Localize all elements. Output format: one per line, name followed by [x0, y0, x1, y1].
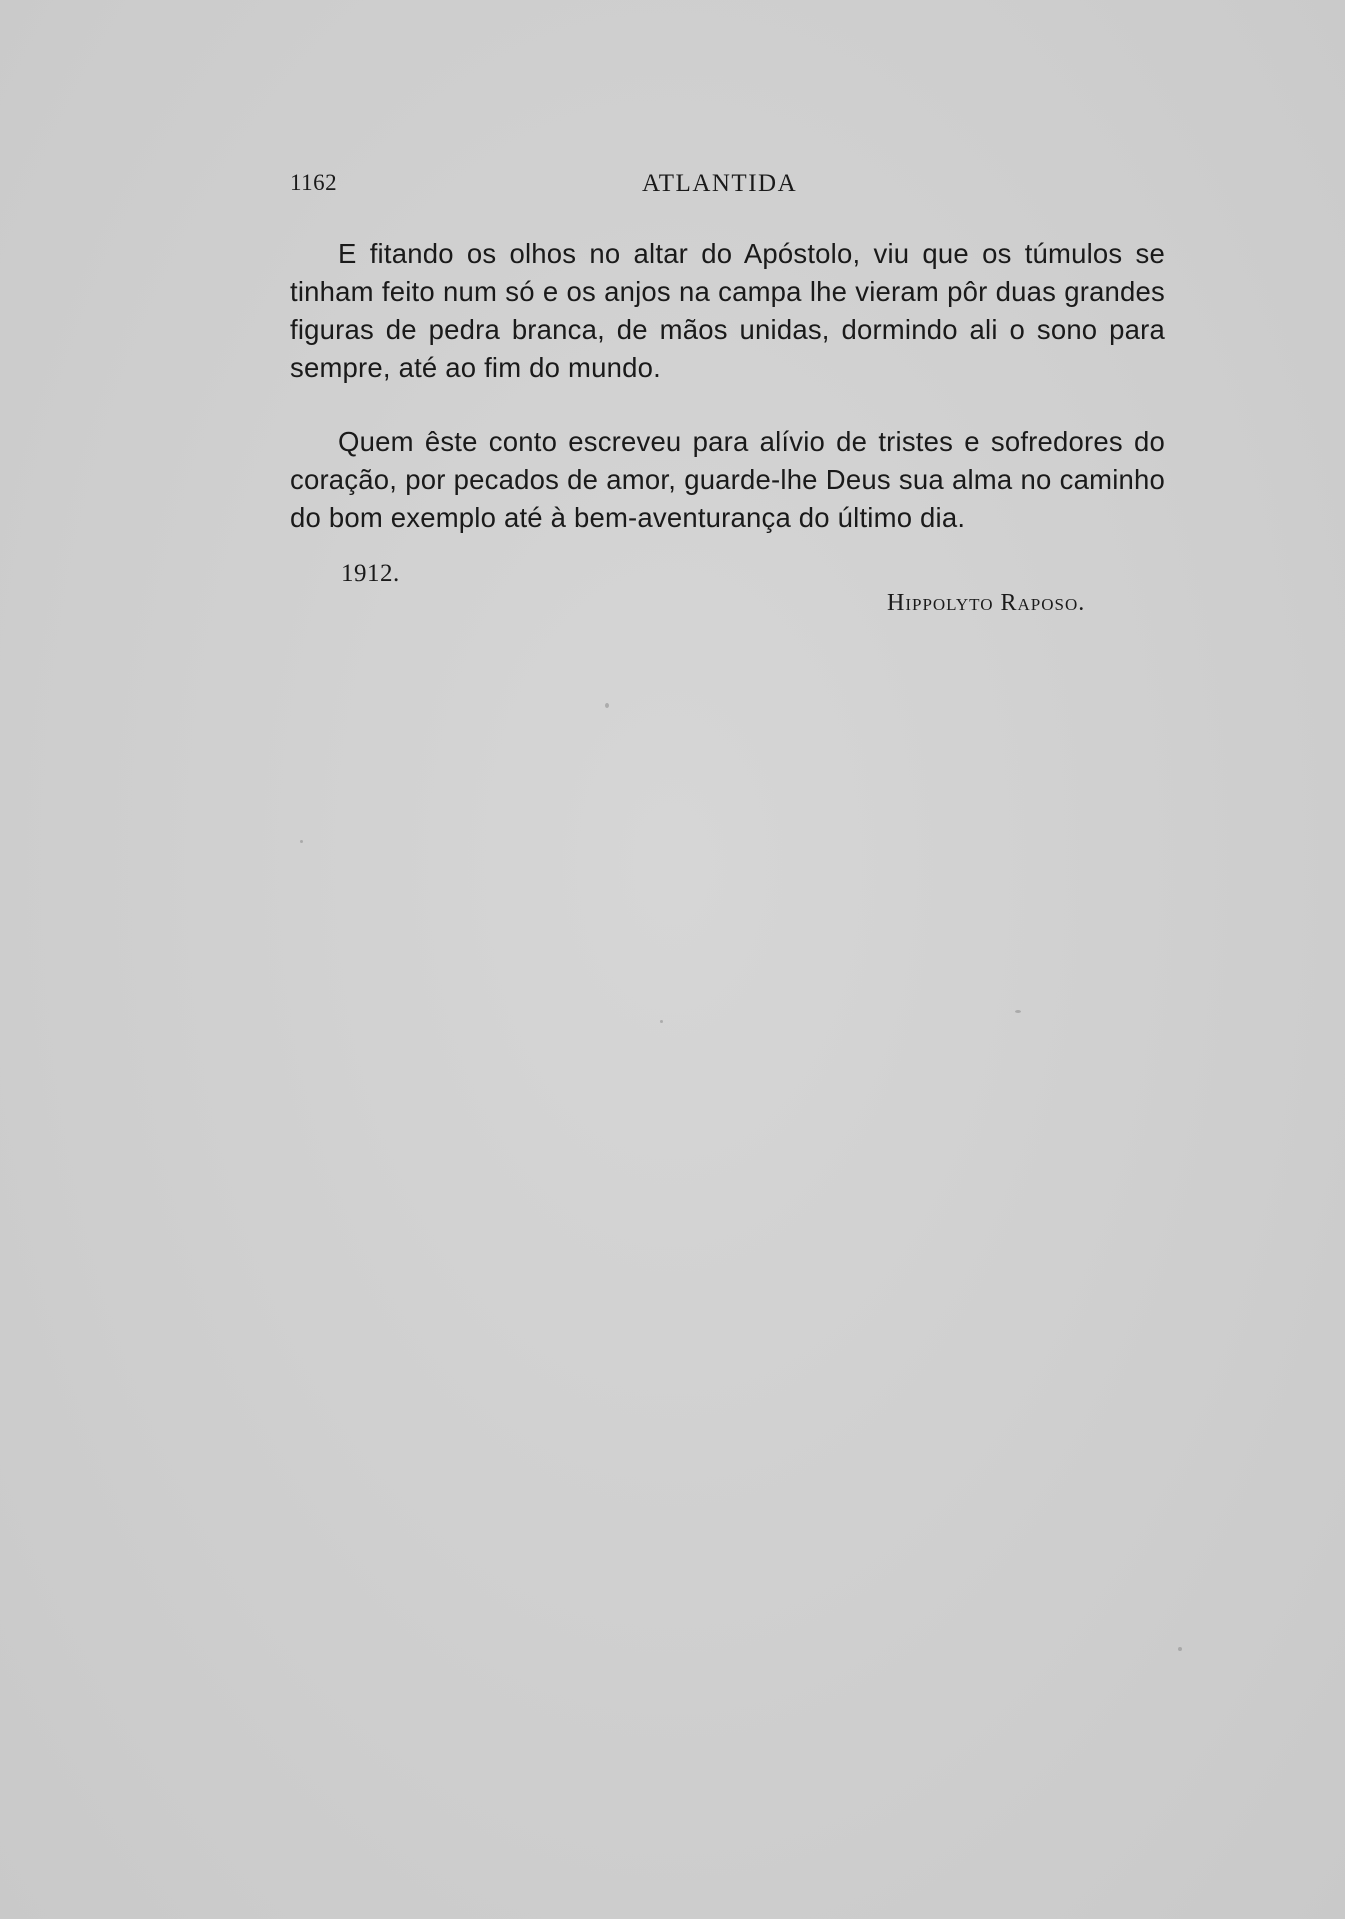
- running-head: [290, 170, 1160, 206]
- paragraph: E fitando os olhos no altar do Apóstolo, viu que os túmulos se tinham feito num só e os anjos na campa lhe vieram pôr duas grandes figuras de pedra branca, de mãos unidas, dormindo ali o sono para sempre, até ao fim do mundo.: [290, 238, 1165, 383]
- paragraph: Quem êste conto escreveu para alívio de tristes e sofredores do coração, por pecados de amor, guarde-lhe Deus sua alma no caminho do bom exemplo até à bem-aventurança do último dia.: [290, 426, 1165, 533]
- paper-speck: [660, 1020, 663, 1023]
- paper-speck: [300, 840, 303, 843]
- journal-title: ATLANTIDA: [642, 170, 798, 197]
- dateline-year: 1912.: [341, 560, 400, 587]
- body-text: [290, 235, 1165, 537]
- paper-speck: [605, 703, 609, 708]
- paper-speck: [1178, 1647, 1182, 1651]
- paper-speck: [1015, 1010, 1021, 1013]
- page-number: 1162: [290, 170, 338, 195]
- author-signature: Hippolyto Raposo.: [887, 590, 1086, 616]
